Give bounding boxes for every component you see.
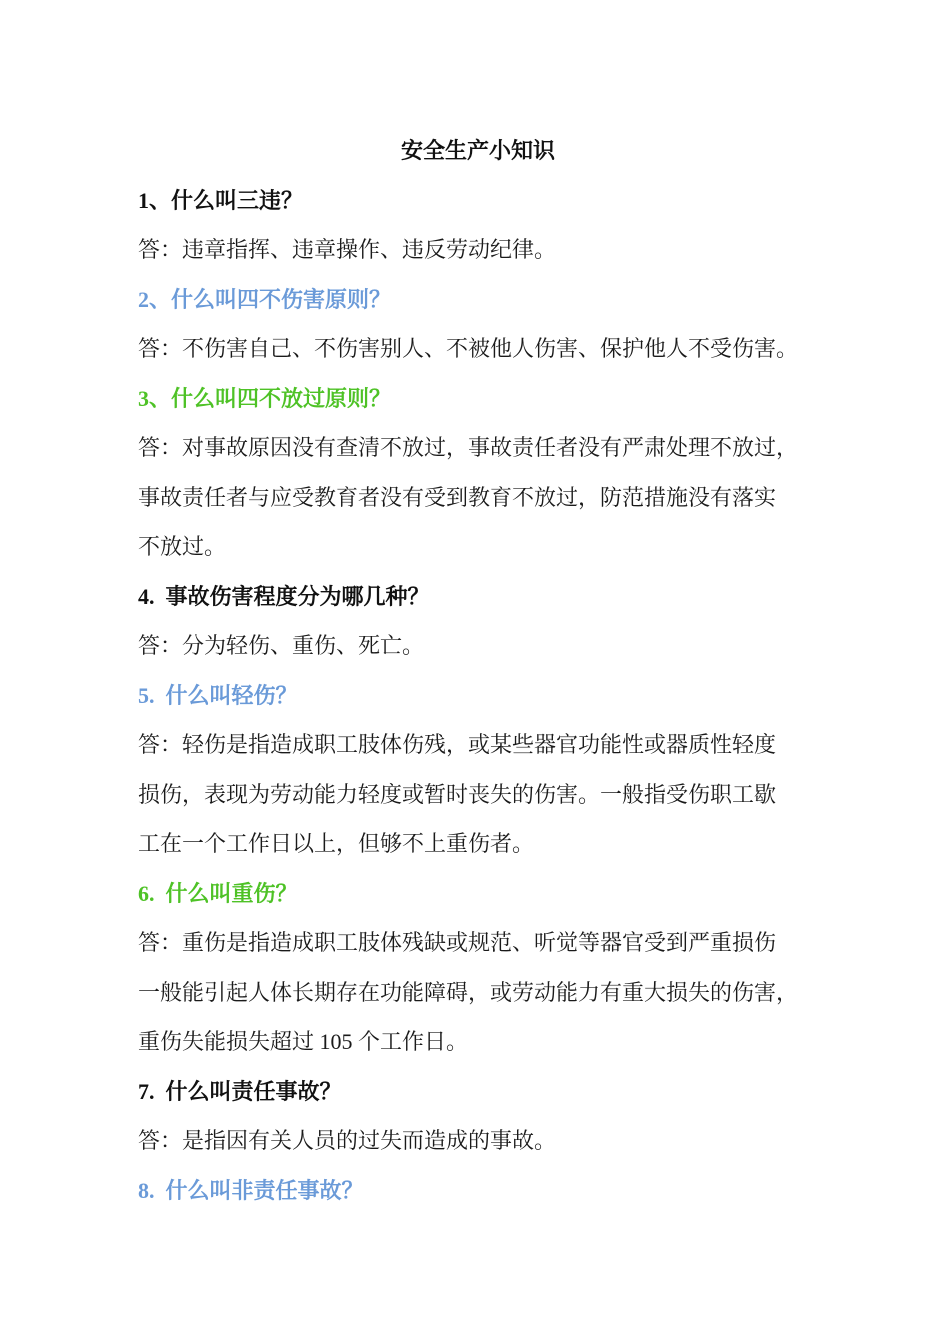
qa-block-1 <box>138 176 818 275</box>
question-7: 7. 什么叫责任事故？ <box>138 1078 342 1104</box>
answer-3-line-2: 事故责任者与应受教育者没有受到教育不放过，防范措施没有落实 <box>138 484 777 510</box>
answer-5-line-1: 答：轻伤是指造成职工肢体伤残，或某些器官功能性或器质性轻度 <box>138 732 777 757</box>
question-5: 5. 什么叫轻伤？ <box>138 682 298 708</box>
question-8: 8. 什么叫非责任事故？ <box>138 1177 364 1203</box>
qa-block-4 <box>138 572 818 671</box>
question-1: 1、什么叫三违？ <box>138 187 304 213</box>
answer-4-line-1: 答：分为轻伤、重伤、死亡。 <box>138 633 425 658</box>
qa-block-7 <box>138 1067 818 1166</box>
answer-6-line-2: 一般能引起人体长期存在功能障碍，或劳动能力有重大损失的伤害， <box>138 979 799 1005</box>
answer-3-line-3: 不放过。 <box>138 534 227 559</box>
qa-block-6 <box>138 869 818 1067</box>
question-4: 4. 事故伤害程度分为哪几种？ <box>138 583 430 609</box>
question-2: 2、什么叫四不伤害原则？ <box>138 286 392 312</box>
qa-block-8 <box>138 1166 818 1216</box>
answer-1-line-1: 答：违章指挥、违章操作、违反劳动纪律。 <box>138 237 557 262</box>
answer-6-line-3: 重伤失能损失超过 105 个工作日。 <box>138 1029 469 1054</box>
answer-3-line-1: 答：对事故原因没有查清不放过，事故责任者没有严肃处理不放过， <box>138 435 799 460</box>
answer-5-line-3: 工在一个工作日以上，但够不上重伤者。 <box>138 831 535 856</box>
answer-7-line-1: 答：是指因有关人员的过失而造成的事故。 <box>138 1128 557 1153</box>
question-6: 6. 什么叫重伤？ <box>138 880 298 906</box>
document-title: 安全生产小知识 <box>400 138 555 163</box>
qa-block-3 <box>138 374 818 572</box>
answer-6-line-1: 答：重伤是指造成职工肢体残缺或规范、听觉等器官受到严重损伤 <box>138 930 777 955</box>
qa-block-5 <box>138 671 818 869</box>
answer-2-line-1: 答：不伤害自己、不伤害别人、不被他人伤害、保护他人不受伤害。 <box>138 336 799 361</box>
question-3: 3、什么叫四不放过原则？ <box>138 385 392 411</box>
qa-block-2 <box>138 275 818 374</box>
answer-5-line-2: 损伤，表现为劳动能力轻度或暂时丧失的伤害。一般指受伤职工歇 <box>138 781 777 807</box>
